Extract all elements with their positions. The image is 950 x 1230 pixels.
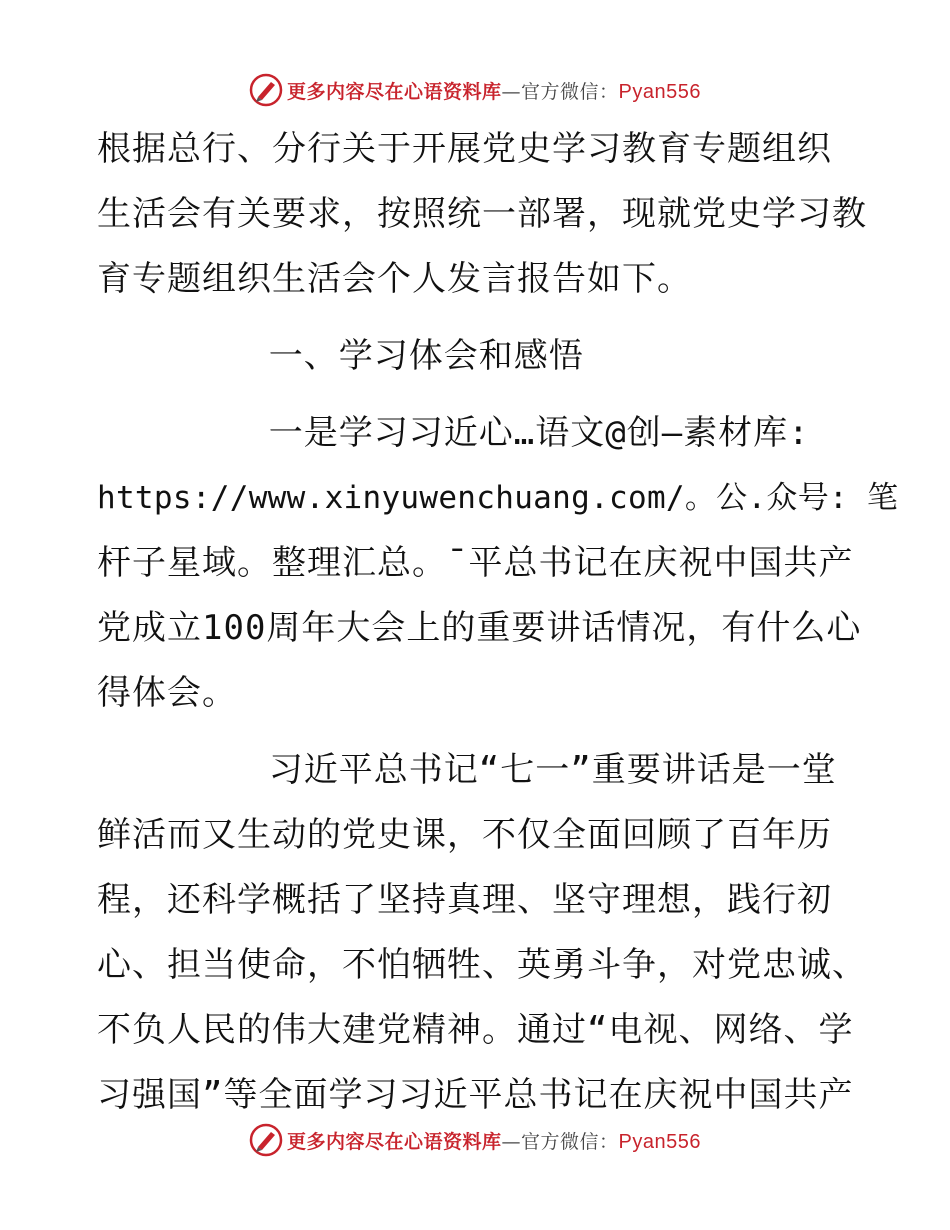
text-line: 一是学习习近心…语文@创—素材库: xyxy=(97,413,810,453)
document-body xyxy=(97,124,899,1135)
section-heading: 一、学习体会和感悟 xyxy=(97,336,584,376)
banner-main-text: 更多内容尽在心语资料库 xyxy=(287,1130,502,1153)
banner-wechat-id: Pyan556 xyxy=(618,1130,701,1153)
paragraph-gap xyxy=(97,396,857,408)
text-line: 鲜活而又生动的党史课，不仅全面回顾了百年历 xyxy=(97,815,832,855)
text-line: 生活会有关要求，按照统一部署，现就党史学习教 xyxy=(97,194,867,234)
text-line: 杆子星域。整理汇总。¯平总书记在庆祝中国共产 xyxy=(97,543,854,583)
text-line: 不负人民的伟大建党精神。通过“电视、网络、学 xyxy=(97,1010,854,1050)
text-line: 习近平总书记“七一”重要讲话是一堂 xyxy=(97,750,837,790)
brand-logo-icon xyxy=(249,73,283,107)
text-line: 育专题组织生活会个人发言报告如下。 xyxy=(97,259,692,299)
banner-main-text: 更多内容尽在心语资料库 xyxy=(287,80,502,103)
text-line: 习强国”等全面学习习近平总书记在庆祝中国共产 xyxy=(97,1075,854,1115)
banner-wechat-label: —官方微信： xyxy=(501,1130,619,1153)
footer-watermark xyxy=(0,1120,950,1160)
header-watermark xyxy=(0,70,950,110)
paragraph-gap xyxy=(97,319,857,331)
brand-logo-icon xyxy=(249,1123,283,1157)
text-line: 程，还科学概括了坚持真理、坚守理想，践行初 xyxy=(97,880,832,920)
text-line: 党成立100周年大会上的重要讲话情况，有什么心 xyxy=(97,608,862,648)
text-line: https://www.xinyuwenchuang.com/。公.众号: 笔 xyxy=(97,480,899,516)
text-line: 得体会。 xyxy=(97,673,237,713)
banner-wechat-id: Pyan556 xyxy=(618,80,701,103)
banner-wechat-label: —官方微信： xyxy=(501,80,619,103)
paragraph-gap xyxy=(97,733,857,745)
text-line: 根据总行、分行关于开展党史学习教育专题组织 xyxy=(97,129,832,169)
text-line: 心、担当使命，不怕牺牲、英勇斗争，对党忠诚、 xyxy=(97,945,867,985)
